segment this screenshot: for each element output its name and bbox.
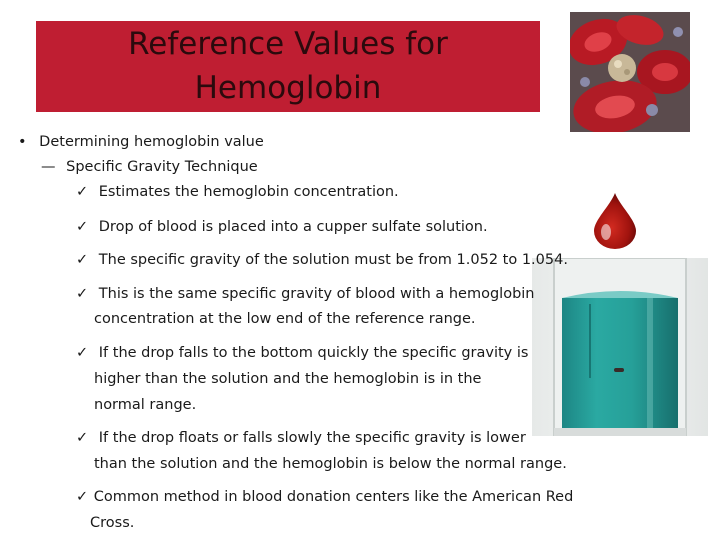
check-item-continuation: Cross. — [90, 515, 135, 531]
sub-heading-text: Specific Gravity Technique — [66, 159, 258, 175]
main-bullet-row — [18, 134, 264, 150]
copper-sulfate-cylinder-image — [532, 258, 708, 436]
check-item-text: Estimates the hemoglobin concentration. — [98, 184, 399, 200]
dash-icon: — — [41, 159, 56, 175]
check-item-text: This is the same specific gravity of blood with a hemoglobin — [98, 286, 535, 302]
check-item — [76, 489, 573, 505]
title-line-1: Reference Values for — [128, 26, 448, 62]
check-item-continuation: than the solution and the hemoglobin is below the normal range. — [94, 456, 567, 472]
check-item — [76, 219, 488, 235]
check-item-text: Common method in blood donation centers like the American Red — [93, 489, 574, 505]
main-bullet-text: Determining hemoglobin value — [39, 134, 264, 150]
checkmark-icon: ✓ — [76, 286, 89, 302]
checkmark-icon: ✓ — [76, 184, 89, 200]
blood-drop-icon — [592, 192, 638, 250]
checkmark-icon: ✓ — [76, 430, 89, 446]
check-item-continuation: higher than the solution and the hemoglobin is in the — [94, 371, 482, 387]
sub-heading-row — [41, 159, 258, 175]
check-item — [76, 430, 526, 446]
slide-title — [36, 22, 540, 110]
check-item — [76, 286, 535, 302]
check-item-text: If the drop floats or falls slowly the specific gravity is lower — [98, 430, 526, 446]
check-item-text: If the drop falls to the bottom quickly the specific gravity is — [98, 345, 529, 361]
check-item-text: The specific gravity of the solution must be from 1.052 to 1.054. — [98, 252, 568, 268]
blood-cells-image — [570, 12, 690, 132]
checkmark-icon: ✓ — [76, 219, 89, 235]
check-item-continuation: concentration at the low end of the reference range. — [94, 311, 476, 327]
bullet-icon: • — [18, 134, 27, 150]
checkmark-icon: ✓ — [76, 345, 89, 361]
check-item — [76, 184, 399, 200]
check-item-continuation: normal range. — [94, 397, 197, 413]
title-line-2: Hemoglobin — [194, 70, 382, 106]
checkmark-icon: ✓ — [76, 252, 89, 268]
check-item-text: Drop of blood is placed into a cupper sulfate solution. — [98, 219, 488, 235]
check-item — [76, 345, 528, 361]
checkmark-icon: ✓ — [76, 489, 89, 505]
check-item — [76, 252, 568, 268]
